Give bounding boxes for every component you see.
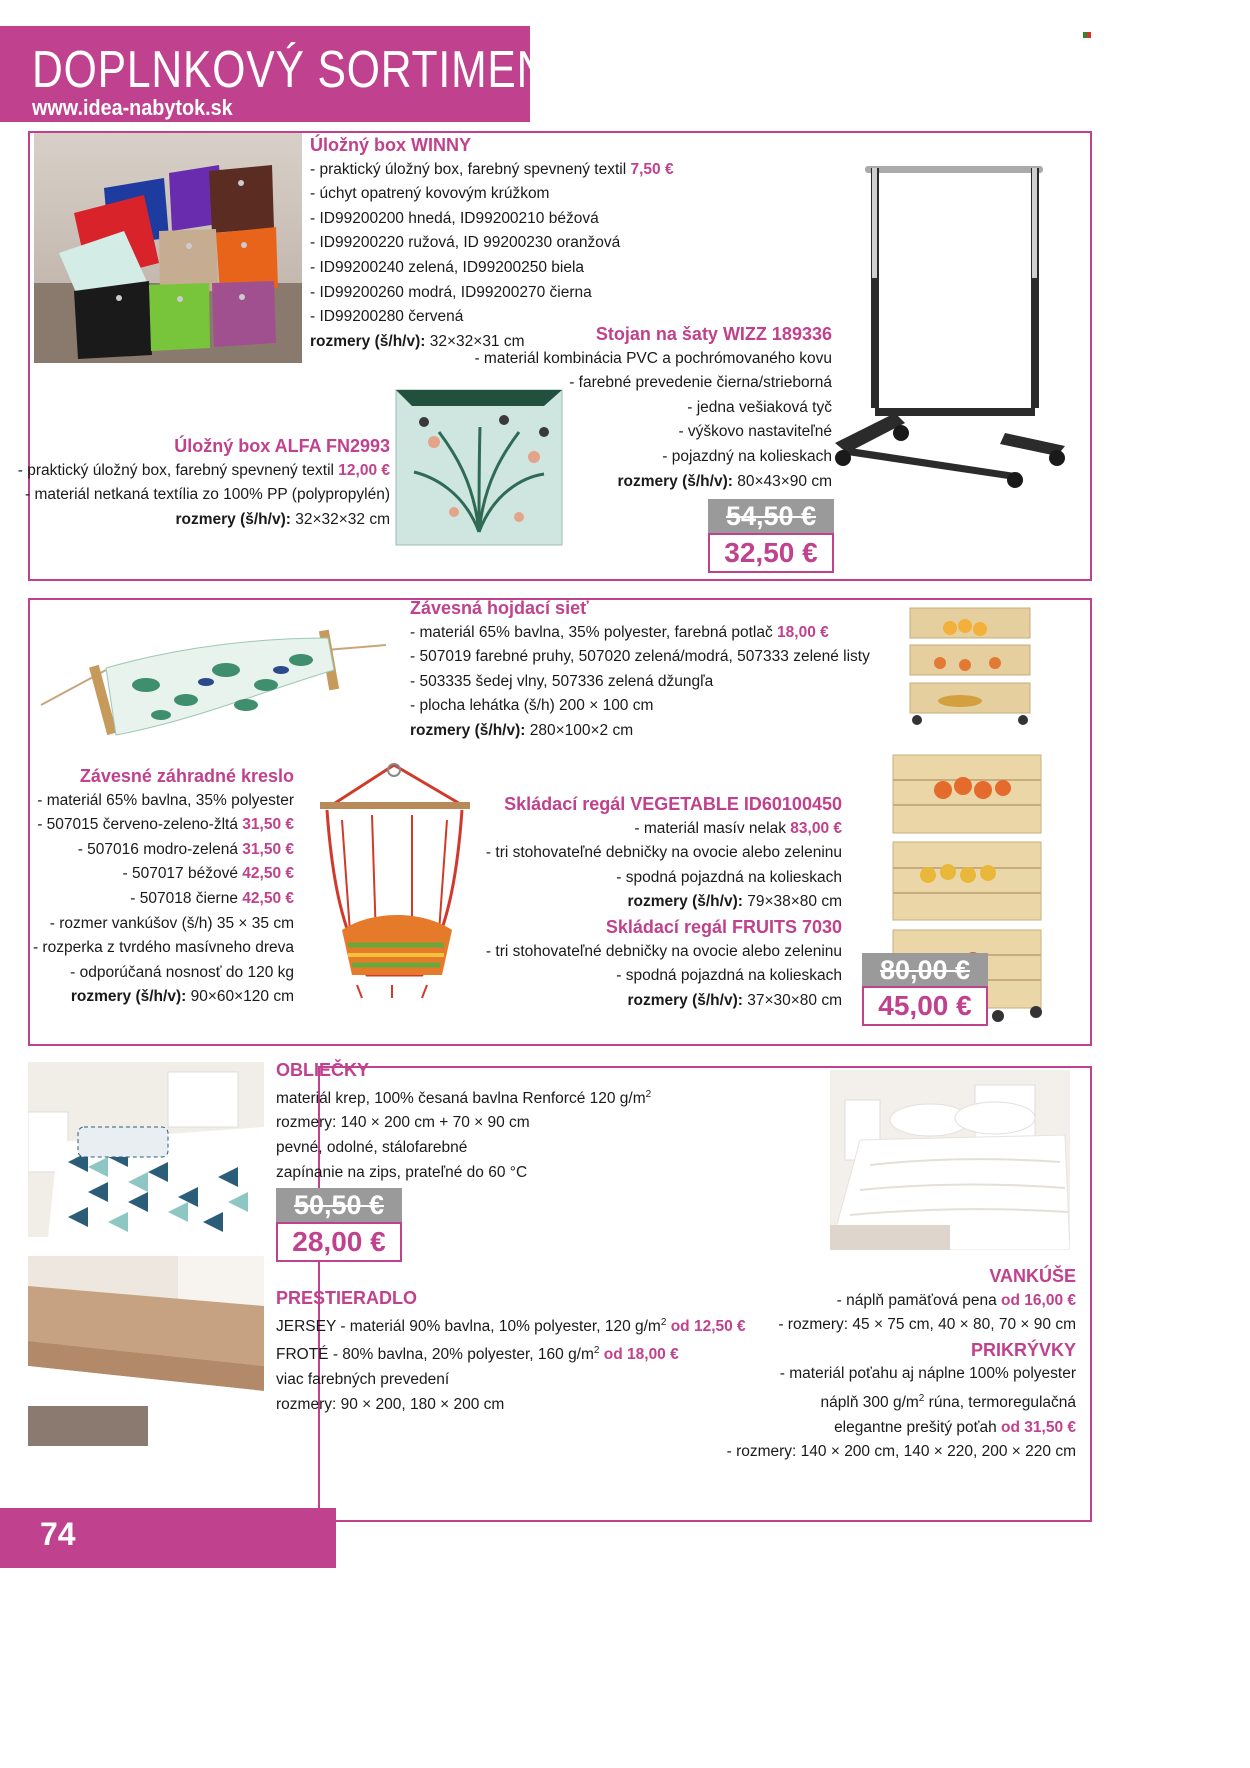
fruits-dim: 37×30×80 cm (742, 991, 842, 1009)
winny-line: - ID99200200 hnedá, ID99200210 béžová (310, 209, 599, 227)
vegetable-title: Skládací regál VEGETABLE ID60100450 (504, 794, 842, 814)
obliecky-line: materiál krep, 100% česaná bavlna Renforcé 120 g/m (276, 1089, 646, 1107)
obliecky-description (276, 1058, 651, 1185)
chair-price: 31,50 € (242, 816, 294, 834)
fruits-old-price: 80,00 € (862, 953, 988, 987)
chair-price: 42,50 € (242, 865, 294, 883)
hammock-photo (36, 610, 391, 750)
chair-line: - odporúčaná nosnosť do 120 kg (70, 963, 294, 981)
vankuse-line: - rozmery: 45 × 75 cm, 40 × 80, 70 × 90 cm (778, 1316, 1076, 1334)
prikryvky-line: - rozmery: 140 × 200 cm, 140 × 220, 200 × 220 cm (726, 1443, 1076, 1461)
fruits-line: - tri stohovateľné debničky na ovocie alebo zeleninu (485, 942, 842, 960)
chair-line: - 507016 modro-zelená (77, 840, 243, 858)
alfa-price: 12,00 € (338, 461, 390, 479)
prestieradlo-price: od 12,50 € (666, 1317, 746, 1335)
vankuse-price: od 16,00 € (1001, 1291, 1076, 1309)
obliecky-sup: 2 (645, 1088, 652, 1100)
wizz-dim: 80×43×90 cm (732, 472, 832, 490)
prestieradlo-title: PRESTIERADLO (276, 1288, 418, 1308)
vegetable-dim-label: rozmery (š/h/v): (627, 893, 743, 911)
vankuse-line: - náplň pamäťová pena (836, 1291, 1002, 1309)
hammock-line: - 503335 šedej vlny, 507336 zelená džungľa (410, 672, 714, 690)
wizz-title: Stojan na šaty WIZZ 189336 (595, 324, 832, 344)
winny-title: Úložný box WINNY (310, 135, 471, 155)
obliecky-line: pevné, odolné, stálofarebné (276, 1138, 468, 1156)
fruits-line: - spodná pojazdná na kolieskach (616, 967, 842, 985)
winny-dim: 32×32×31 cm (425, 332, 525, 350)
wizz-line: - farebné prevedenie čierna/strieborná (569, 374, 832, 392)
prestieradlo-price: od 18,00 € (599, 1346, 679, 1364)
fruits-dim-label: rozmery (š/h/v): (627, 991, 743, 1009)
chair-line: - rozperka z tvrdého masívneho dreva (32, 939, 294, 957)
wizz-line: - výškovo nastaviteľné (678, 423, 832, 441)
alfa-dim: 32×32×32 cm (290, 510, 390, 528)
hammock-price: 18,00 € (777, 623, 829, 641)
wizz-line: - pojazdný na kolieskach (662, 447, 832, 465)
hammock-title: Závesná hojdací sieť (410, 598, 589, 618)
winny-line: - úchyt opatrený kovovým krúžkom (310, 185, 550, 203)
chair-title: Závesné záhradné kreslo (79, 766, 294, 786)
chair-line: - 507017 béžové (122, 865, 243, 883)
chair-dim: 90×60×120 cm (186, 988, 294, 1006)
alfa-line: - praktický úložný box, farebný spevnený textil (17, 461, 339, 479)
prikryvky-line: rúna, termoregulačná (924, 1394, 1076, 1412)
prikryvky-line: - materiál poťahu aj náplne 100% polyester (779, 1365, 1076, 1383)
prikryvky-line: elegantne prešitý poťah (834, 1418, 1002, 1436)
vankuse-description (727, 1264, 1076, 1465)
hammock-line: - plocha lehátka (š/h) 200 × 100 cm (410, 697, 654, 715)
winny-line: - ID99200240 zelená, ID99200250 biela (310, 258, 585, 276)
duvet-photo (830, 1070, 1070, 1250)
wizz-dim-label: rozmery (š/h/v): (617, 472, 733, 490)
chair-description (33, 764, 294, 1010)
alfa-title: Úložný box ALFA FN2993 (174, 436, 390, 456)
sheet-photo (28, 1256, 264, 1446)
vegetable-price: 83,00 € (790, 819, 842, 837)
winny-line: - ID99200280 červená (310, 308, 464, 326)
vegetable-description (486, 792, 842, 1013)
wizz-line: - jedna vešiaková tyč (687, 398, 832, 416)
wizz-line: - materiál kombinácia PVC a pochrómovaného kovu (474, 349, 832, 367)
logo-mark-icon (1083, 32, 1091, 38)
hammock-line: - 507019 farebné pruhy, 507020 zelená/modrá, 507333 zelené listy (410, 648, 870, 666)
prestieradlo-line: rozmery: 90 × 200, 180 × 200 cm (276, 1395, 505, 1413)
chair-price: 31,50 € (242, 840, 294, 858)
prestieradlo-line: FROTÉ - 80% bavlna, 20% polyester, 160 g/m (276, 1346, 594, 1364)
hammock-dim: 280×100×2 cm (525, 721, 634, 739)
chair-dim-label: rozmery (š/h/v): (70, 988, 187, 1006)
obliecky-line: rozmery: 140 × 200 cm + 70 × 90 cm (276, 1114, 530, 1132)
prikryvky-title: PRIKRÝVKY (970, 1339, 1076, 1360)
bedding-photo (28, 1062, 264, 1237)
chair-line: - rozmer vankúšov (š/h) 35 × 35 cm (49, 914, 294, 932)
prestieradlo-sup: 2 (593, 1345, 600, 1357)
prikryvky-price: od 31,50 € (1001, 1418, 1076, 1436)
wizz-description (474, 322, 832, 494)
winny-boxes-photo (34, 133, 302, 363)
page-title: DOPLNKOVÝ SORTIMENT (32, 41, 576, 99)
wizz-old-price: 54,50 € (708, 499, 834, 533)
alfa-line: - materiál netkaná textília zo 100% PP (polypropylén) (24, 486, 390, 504)
alfa-dim-label: rozmery (š/h/v): (175, 510, 291, 528)
obliecky-old-price: 50,50 € (276, 1188, 402, 1222)
prestieradlo-description (276, 1286, 746, 1417)
hammock-line: - materiál 65% bavlna, 35% polyester, farebná potlač (410, 623, 778, 641)
vegetable-line: - spodná pojazdná na kolieskach (616, 868, 842, 886)
vegetable-rack-photo (905, 603, 1035, 728)
prestieradlo-line: viac farebných prevedení (276, 1371, 450, 1389)
prikryvky-line: náplň 300 g/m (820, 1394, 919, 1412)
winny-line: - ID99200260 modrá, ID99200270 čierna (310, 283, 592, 301)
prestieradlo-sup: 2 (660, 1316, 667, 1328)
obliecky-new-price: 28,00 € (276, 1222, 402, 1262)
hammock-dim-label: rozmery (š/h/v): (410, 721, 526, 739)
hammock-description (410, 596, 870, 744)
obliecky-title: OBLIEČKY (276, 1060, 370, 1080)
winny-line: - praktický úložný box, farebný spevnený textil (310, 160, 631, 178)
winny-dim-label: rozmery (š/h/v): (310, 332, 426, 350)
vegetable-line: - materiál masív nelak (634, 819, 791, 837)
chair-line: - 507018 čierne (130, 889, 243, 907)
obliecky-line: zapínanie na zips, prateľné do 60 °C (276, 1163, 528, 1181)
winny-line: - ID99200220 ružová, ID 99200230 oranžová (310, 234, 621, 252)
wizz-new-price: 32,50 € (708, 533, 834, 573)
chair-price: 42,50 € (242, 889, 294, 907)
vegetable-dim: 79×38×80 cm (742, 893, 842, 911)
hanging-chair-photo (312, 760, 477, 1000)
wizz-rack-photo (835, 158, 1065, 488)
fruits-new-price: 45,00 € (862, 986, 988, 1026)
fruits-title: Skládací regál FRUITS 7030 (605, 916, 842, 937)
page-number: 74 (40, 1516, 76, 1552)
vankuse-title: VANKÚŠE (989, 1266, 1076, 1286)
chair-line: - 507015 červeno-zeleno-žltá (37, 816, 243, 834)
prestieradlo-line: JERSEY - materiál 90% bavlna, 10% polyester, 120 g/m (276, 1317, 661, 1335)
chair-line: - materiál 65% bavlna, 35% polyester (37, 791, 294, 809)
alfa-description (18, 434, 390, 532)
prikryvky-sup: 2 (918, 1392, 925, 1404)
website-link[interactable]: www.idea-nabytok.sk (32, 95, 233, 120)
winny-price: 7,50 € (630, 160, 674, 178)
vegetable-line: - tri stohovateľné debničky na ovocie alebo zeleninu (485, 844, 842, 862)
